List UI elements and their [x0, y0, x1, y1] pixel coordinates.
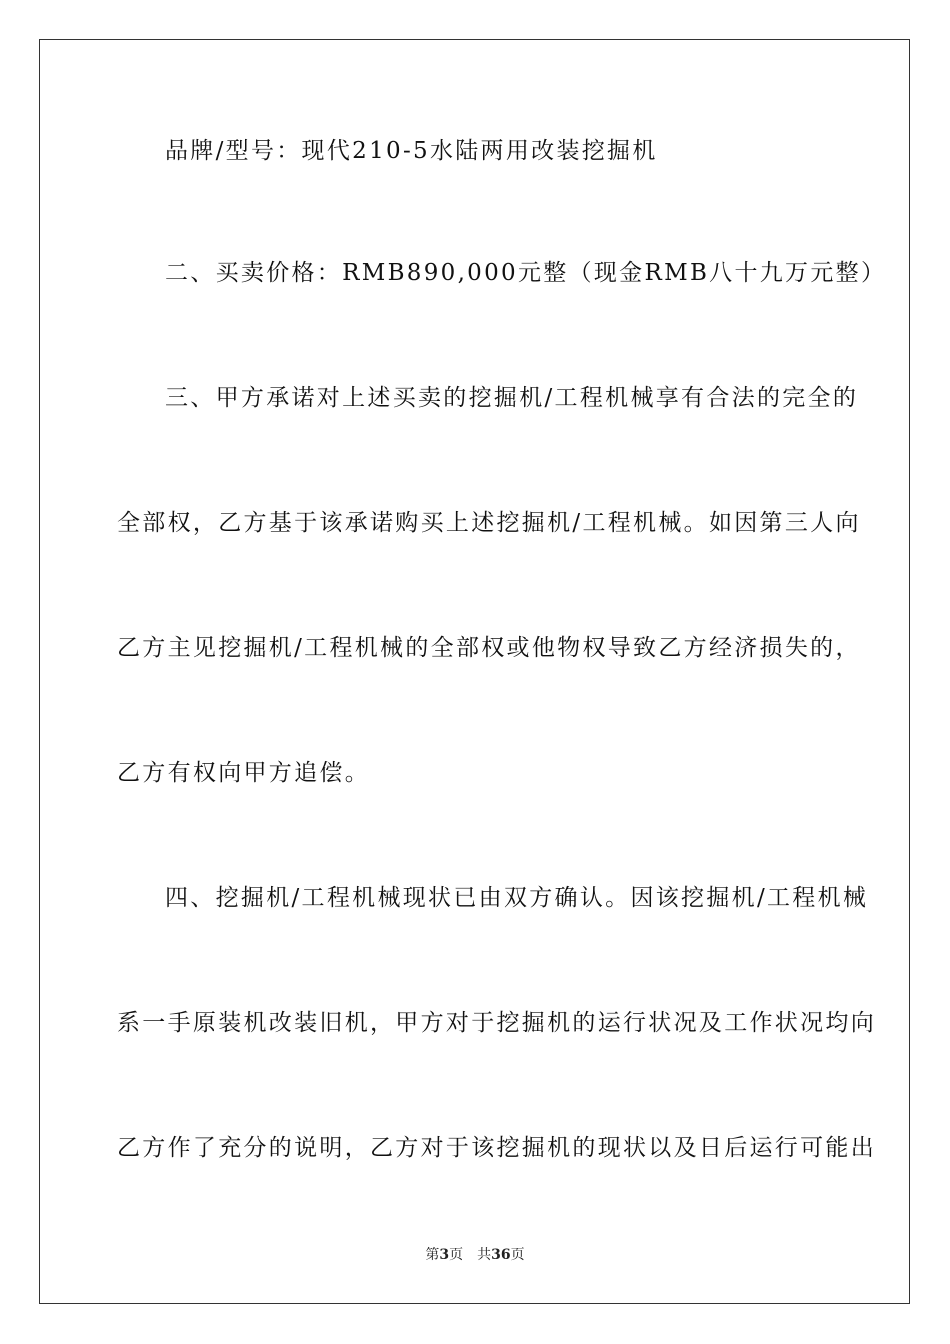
text-line-clause4-2: 系一手原装机改装旧机，甲方对于挖掘机的运行状况及工作状况均向: [117, 1010, 876, 1036]
text-line-clause3-1: 三、甲方承诺对上述买卖的挖掘机/工程机械享有合法的完全的: [165, 385, 859, 411]
footer-total-prefix: 共: [477, 1247, 492, 1263]
text-line-clause4-3: 乙方作了充分的说明，乙方对于该挖掘机的现状以及日后运行可能出: [117, 1135, 876, 1161]
text-line-clause4-1: 四、挖掘机/工程机械现状已由双方确认。因该挖掘机/工程机械: [165, 885, 869, 911]
footer-total-suffix: 页: [510, 1247, 525, 1263]
text-line-clause3-4: 乙方有权向甲方追偿。: [117, 760, 370, 786]
text-line-clause3-3: 乙方主见挖掘机/工程机械的全部权或他物权导致乙方经济损失的，: [117, 635, 861, 661]
footer-total-pages: 36: [491, 1247, 511, 1263]
footer-page-number: 3: [439, 1247, 450, 1263]
footer-page-suffix: 页: [449, 1247, 464, 1263]
page-border: [39, 39, 910, 1304]
text-line-brand-model: 品牌/型号：现代210-5水陆两用改装挖掘机: [165, 138, 658, 164]
text-line-clause3-2: 全部权，乙方基于该承诺购买上述挖掘机/工程机械。如因第三人向: [117, 510, 861, 536]
text-line-price: 二、买卖价格：RMB890,000元整（现金RMB八十九万元整）: [165, 260, 887, 286]
page-footer: [0, 1245, 950, 1265]
footer-page-prefix: 第: [425, 1247, 440, 1263]
